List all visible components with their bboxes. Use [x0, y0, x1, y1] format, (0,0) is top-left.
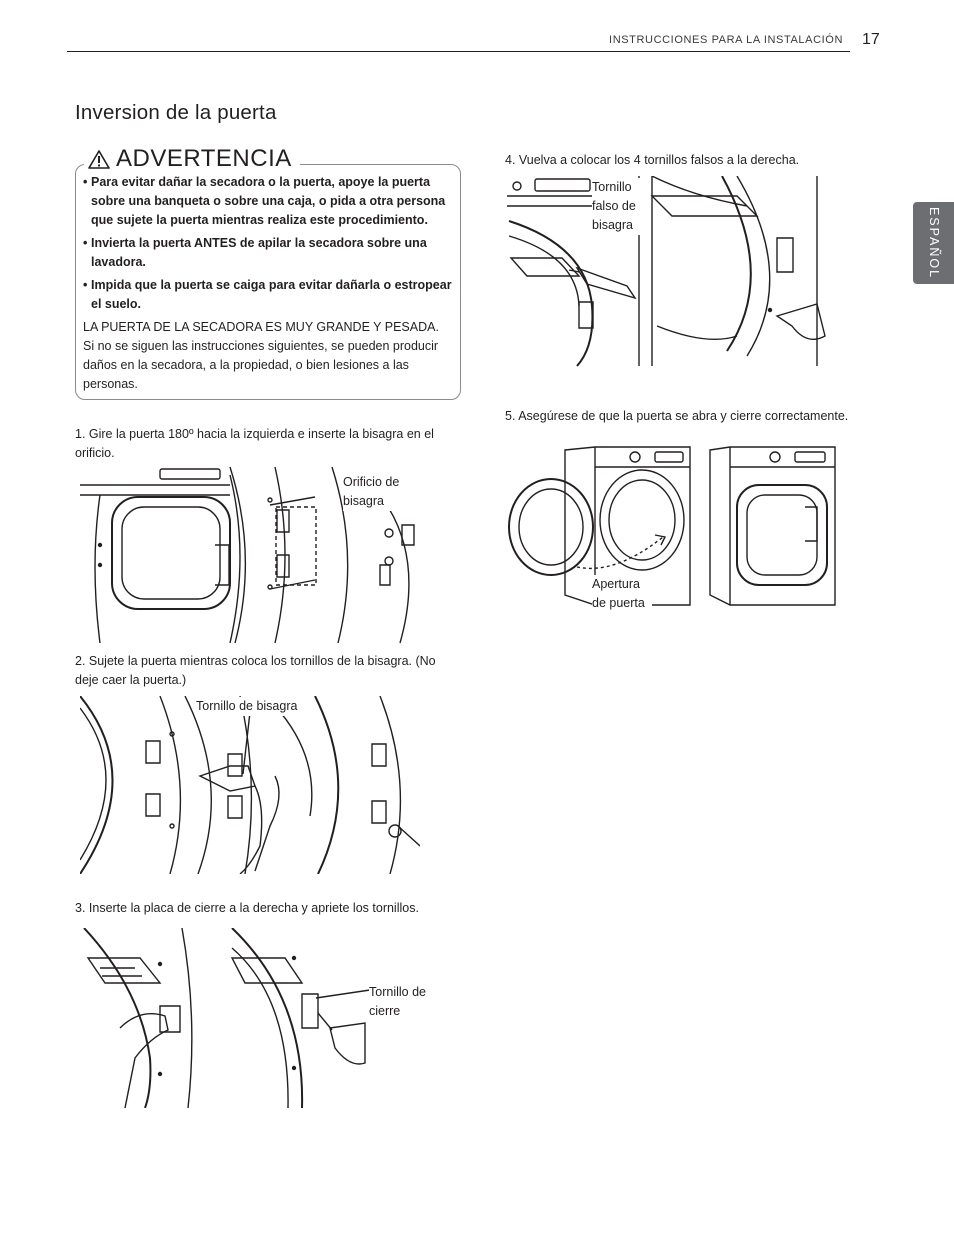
label-tornillo-falso: Tornillo falso de bisagra	[592, 178, 648, 235]
warning-heading	[84, 145, 300, 173]
label-tornillo-bisagra: Tornillo de bisagra	[196, 697, 308, 716]
warning-note: LA PUERTA DE LA SECADORA ES MUY GRANDE Y PESADA. Si no se siguen las instrucciones siguientes, se pueden producir daños en la secadora, a la propiedad, o bien lesiones a las personas.	[83, 320, 439, 391]
warning-triangle-icon	[88, 150, 110, 169]
step-4-illustration	[507, 176, 827, 368]
warning-bullet: • Para evitar dañar la secadora o la puerta, apoye la puerta sobre una banqueta o sobre una caja, o pida a otra persona que sujete la puerta mientras realiza este procedimiento.	[83, 175, 446, 227]
language-tab-label: ESPAÑOL	[926, 206, 941, 280]
warning-list	[83, 173, 453, 318]
step-3-text: 3. Inserte la placa de cierre a la derecha y apriete los tornillos.	[75, 901, 419, 915]
step-4-text: 4. Vuelva a colocar los 4 tornillos falsos a la derecha.	[505, 153, 800, 167]
step-1-text: 1. Gire la puerta 180º hacia la izquierda e inserte la bisagra en el orificio.	[75, 427, 434, 460]
page-number: 17	[862, 31, 880, 48]
step-5-text: 5. Asegúrese de que la puerta se abra y cierre correctamente.	[505, 409, 849, 423]
label-apertura: Apertura de puerta	[592, 575, 652, 613]
language-tab	[913, 202, 954, 284]
section-title: Inversion de la puerta	[75, 101, 277, 124]
warning-bullet: • Impida que la puerta se caiga para evitar dañarla o estropear el suelo.	[83, 278, 452, 311]
step-2-illustration	[80, 696, 420, 874]
label-tornillo-cierre: Tornillo de cierre	[369, 983, 429, 1021]
warning-heading-text: ADVERTENCIA	[116, 145, 292, 172]
step-5-illustration	[505, 445, 840, 610]
header-rule	[67, 51, 850, 52]
warning-bullet: • Invierta la puerta ANTES de apilar la secadora sobre una lavadora.	[83, 236, 427, 269]
step-2-text: 2. Sujete la puerta mientras coloca los tornillos de la bisagra. (No deje caer la puerta.)	[75, 654, 436, 687]
label-orificio-bisagra: Orificio de bisagra	[343, 473, 423, 511]
running-header: INSTRUCCIONES PARA LA INSTALACIÓN	[609, 34, 843, 46]
step-3-illustration	[80, 928, 370, 1108]
